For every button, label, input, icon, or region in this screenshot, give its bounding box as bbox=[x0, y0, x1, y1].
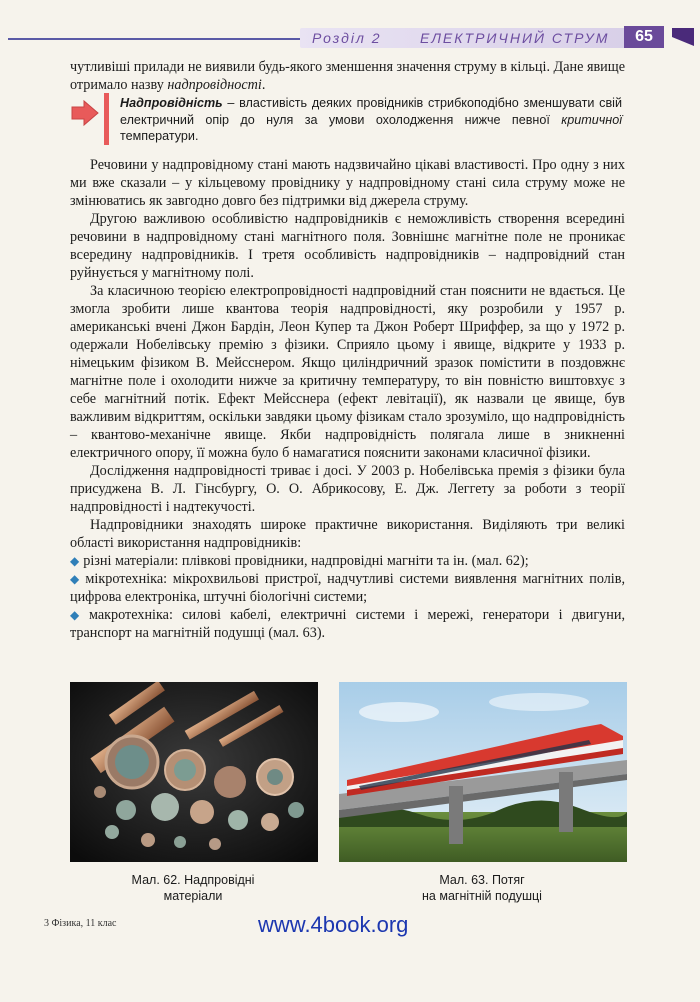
section-label: Розділ 2 bbox=[312, 30, 382, 46]
superconducting-materials-image bbox=[70, 682, 318, 862]
bullet-text: макротехніка: силові кабелі, електричні системи і мережі, генератори і двигуни, транспорт на магнітній подушці (мал. 63). bbox=[70, 607, 625, 641]
paragraph: Речовини у надпровідному стані мають надзвичайно цікаві властивості. Про одну з них ми вже сказали – у кільцевому провіднику у надпровідному стані сила струму може не змінюватись як завгодно довго без підтримки від джерела струму. bbox=[70, 157, 625, 209]
watermark-link[interactable]: www.4book.org bbox=[258, 912, 409, 937]
definition-box bbox=[70, 93, 625, 149]
bullet-item bbox=[70, 606, 625, 642]
chapter-title: ЕЛЕКТРИЧНИЙ СТРУМ bbox=[420, 30, 610, 46]
caption-line: Мал. 63. Потяг bbox=[439, 873, 525, 887]
maglev-train-image bbox=[339, 682, 627, 862]
figure-62-caption bbox=[108, 872, 278, 904]
paragraph: Дослідження надпровідності триває і досі. У 2003 р. Нобелівська премія з фізики була присуджена В. Л. Гінсбургу, О. О. Абрикосову, Е. Дж. Леггету за роботи з теорії надпровідності і надтекучості. bbox=[70, 463, 625, 515]
paragraph: Надпровідники знаходять широке практичне використання. Виділяють три великі області використання надпровідників: bbox=[70, 517, 625, 551]
definition-text-b: температури. bbox=[120, 129, 199, 143]
figure-63-caption bbox=[392, 872, 572, 904]
definition-emph: критичної bbox=[561, 112, 622, 127]
footer-note: 3 Фізика, 11 клас bbox=[44, 918, 117, 929]
caption-line: на магнітній подушці bbox=[422, 889, 542, 903]
paragraph: За класичною теорією електропровідності надпровідний стан пояснити не вдається. Це змогла зробити лише квантова теорія надпровідності, яку розробили у 1957 р. американські вчені Джон Бардін, Леон Купер та Джон Роберт Шриффер, за що у 1972 р. одержали Нобелівську премію з фізики. Сприяло цьому і явище, відкрите у 1933 р. німецьким фізиком В. Мейсснером. Якщо циліндричний зразок помістити в поздовжнє магнітне поле і охолодити нижче за критичну температуру, то він повністю виштовхує з себе магнітний потік. Ефект Мейсснера (ефект левітації), як назвали це явище, був важливим відкриттям, оскільки завдяки цьому фізикам стало зрозуміло, що надпровідність – квантово-механічне явище. Якби надпровідність полягала лише в зникненні електричного опору, її можна було б намагатися пояснити законами класичної фізики. bbox=[70, 283, 625, 461]
bullet-item bbox=[70, 552, 625, 570]
definition-term: Надпровідність bbox=[120, 96, 223, 110]
intro-term: надпровідності bbox=[167, 77, 262, 93]
paragraph: Другою важливою особливістю надпровідників є неможливість створення всередині речовини в надпровідному стані магнітного поля. Зовнішнє магнітне поле не проникає всередину надпровідників. І третя особливість надпровідників – надпровідний стан руйнується у магнітному полі. bbox=[70, 211, 625, 281]
bullet-diamond-icon: ◆ bbox=[70, 554, 80, 568]
bullet-diamond-icon: ◆ bbox=[70, 608, 85, 622]
body-text bbox=[70, 156, 625, 642]
intro-text-a: чутливіші прилади не виявили будь-якого зменшення значення струму в кільці. Дане явище отримало назву bbox=[70, 59, 625, 93]
corner-decoration bbox=[672, 28, 694, 46]
bullet-text: мікротехніка: мікрохвильові пристрої, надчутливі системи виявлення магнітних полів, цифрова електроніка, штучні біологічні системи; bbox=[70, 571, 625, 605]
definition-text-a: – властивість деяких провідників стрибкоподібно зменшувати свій електричний опір до нуля за умови охолодження нижче певної bbox=[120, 96, 622, 127]
definition-text bbox=[120, 95, 622, 145]
header-rule bbox=[8, 38, 308, 40]
bullet-diamond-icon: ◆ bbox=[70, 572, 82, 586]
caption-line: матеріали bbox=[163, 889, 223, 903]
bullet-text: різні матеріали: плівкові провідники, надпровідні магніти та ін. (мал. 62); bbox=[83, 553, 529, 569]
bullet-item bbox=[70, 570, 625, 606]
arrow-icon bbox=[70, 99, 100, 127]
definition-bar bbox=[104, 93, 109, 145]
intro-paragraph bbox=[70, 58, 625, 94]
page-number: 65 bbox=[624, 26, 664, 48]
caption-line: Мал. 62. Надпровідні bbox=[131, 873, 255, 887]
intro-text-b: . bbox=[261, 77, 266, 93]
